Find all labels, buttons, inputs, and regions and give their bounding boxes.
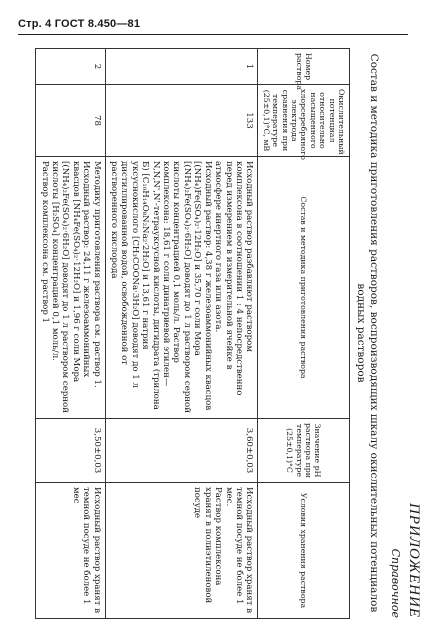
cell-number: 2 — [36, 49, 105, 85]
cell-ph: 3,50±0,03 — [36, 419, 105, 483]
method-paragraph: Исходный раствор разбавляют раствором комплексона в соотношении 1 : 4 непосредственно перед измерением в измерительной ячейке в атмосфере инертного газа или азота. — [213, 161, 255, 396]
header-number: Номер раствора — [258, 49, 350, 85]
table-row — [105, 49, 258, 619]
header-method: Состав и методика приготовления раствора — [258, 157, 350, 419]
cell-method — [105, 157, 258, 419]
storage-paragraph: Раствор комплексона хранят в полиэтиленовой посуде — [192, 487, 224, 604]
caption-line: Состав и методика приготовления растворов, воспроизводящих шкалу окислительных потенциалов — [368, 53, 380, 613]
caption-line: водных растворов — [355, 283, 367, 383]
storage-paragraph: Исходный раствор хранят в темной посуде не более 1 мес. — [223, 487, 255, 614]
table-caption — [354, 48, 380, 618]
header-ph: Значение pH раствора при температуре (25±0,1)°С — [258, 419, 350, 483]
method-paragraph: Методику приготовления раствора см. раствор 1. — [91, 161, 102, 388]
method-paragraph: Исходный раствор: 4,38 г железоаммонийных квасцов [(NH₄)Fe(SO₄)₂·12H₂O] и 35,70 г соли Мора [(NH₄)₂Fe(SO₄)₂·6H₂O] доводят до 1 л раствором серной кислоты концентрацией 0,1 моль/л. Раствор комплексона: 18,61 г соли динатриевой этилен—N,N,N',N'-тетрауксусной кислоты, дигидрата (трилона Б) [C₁₀H₁₄O₈N₂Na₂·2H₂O] и 13,61 г натрия уксуснокислого [CH₃COONa·3H₂O] доводят до 1 л дистиллированной водой, освобожденной от растворенного кислорода — [109, 161, 213, 413]
header-storage: Условия хранения раствора — [258, 483, 350, 619]
method-paragraph: Раствор комплексона см. раствор 1 — [39, 161, 50, 324]
rotated-page-content — [17, 48, 422, 618]
cell-method — [36, 157, 105, 419]
table-row — [36, 49, 105, 619]
cell-number: 1 — [105, 49, 258, 85]
cell-potential: 133 — [105, 85, 258, 157]
appendix-subtitle: Справочное — [389, 548, 402, 618]
header-rule — [18, 34, 408, 35]
appendix-title: ПРИЛОЖЕНИЕ — [406, 503, 422, 618]
solutions-table — [35, 48, 350, 619]
page-header — [18, 18, 408, 42]
header-potential: Окислительный потенциал относительно насыщенного хлорсеребряного электрода сравнения при температуре (25±0,1)°С, мВ — [258, 85, 350, 157]
method-paragraph: Исходный раствор: 24,11 г железоаммонийных квасцов [NH₄Fe(SO₄)₂·12H₂O] и 1,96 г соли Мора [(NH₄)₂Fe(SO₄)₂·6H₂O] доводят до 1 л раствором серной кислоты [H₂SO₄] концентрацией 0,1 моль/л. — [50, 161, 92, 413]
cell-storage — [105, 483, 258, 619]
cell-storage — [36, 483, 105, 619]
table-header-row — [258, 49, 350, 619]
storage-paragraph: Исходный раствор хранят в темной посуде не более 1 мес — [70, 487, 102, 614]
cell-potential: 78 — [36, 85, 105, 157]
cell-ph: 3,60±0,03 — [105, 419, 258, 483]
page-number-label: Стр. 4 ГОСТ 8.450—81 — [18, 18, 141, 30]
